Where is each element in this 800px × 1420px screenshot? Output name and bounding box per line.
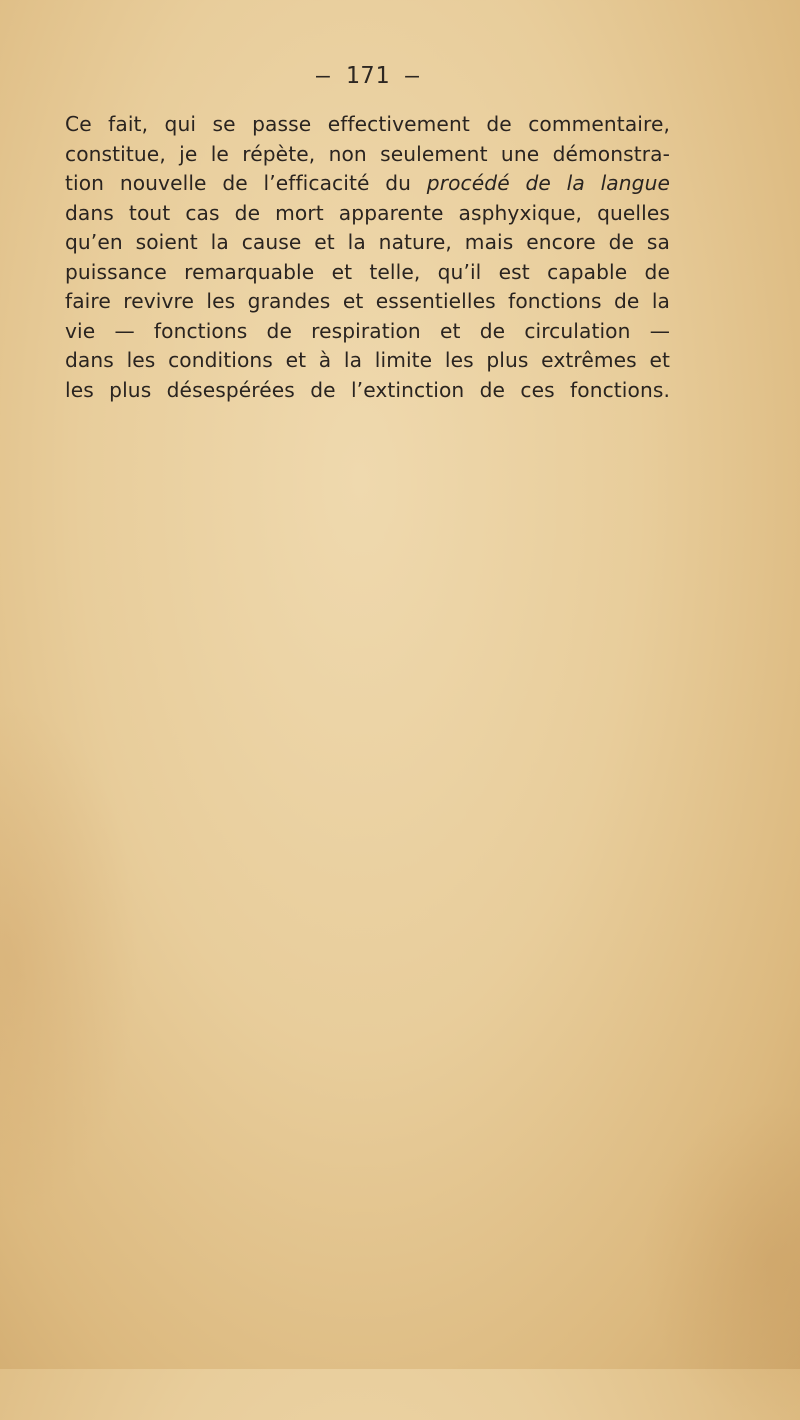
text-line: constitue, je le répète, non seulement une démonstra- bbox=[65, 141, 670, 166]
text-line: qu’en soient la cause et la nature, mais encore de sa bbox=[65, 230, 670, 254]
text-line bbox=[65, 169, 670, 199]
text-line: puissance remarquable et telle, qu’il est capable de bbox=[65, 259, 670, 284]
paper-stain bbox=[640, 1100, 800, 1420]
text-line: les plus désespérées de l’extinction de ces fonctions. bbox=[65, 377, 670, 402]
text-line: faire revivre les grandes et essentielles fonctions de la bbox=[65, 289, 670, 313]
body-paragraph bbox=[65, 110, 670, 405]
text-line: Ce fait, qui se passe effectivement de commentaire, bbox=[65, 112, 670, 136]
text-segment: tion nouvelle de l’efficacité du bbox=[65, 171, 427, 195]
italic-phrase: procédé de la langue bbox=[426, 171, 670, 195]
text-line: vie — fonctions de respiration et de circulation — bbox=[65, 318, 670, 343]
text-line: dans les conditions et à la limite les plus extrêmes et bbox=[65, 348, 670, 372]
text-line: dans tout cas de mort apparente asphyxique, quelles bbox=[65, 200, 670, 225]
page-number: — 171 — bbox=[316, 63, 420, 89]
paper-stain bbox=[0, 700, 140, 1220]
